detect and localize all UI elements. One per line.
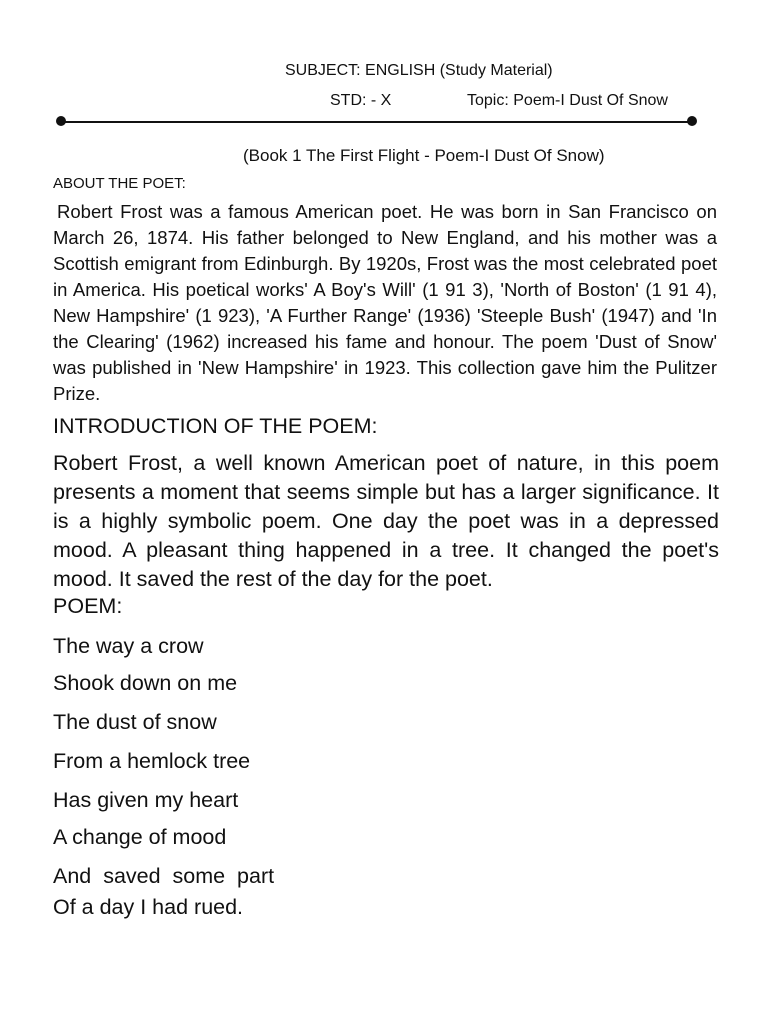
topic-label: Topic: Poem-I Dust Of Snow	[467, 92, 668, 109]
about-poet-paragraph: Robert Frost was a famous American poet. He was born in San Francisco on March 26, 1874. His father belonged to New England, and his mother was a Scottish emigrant from Edinburgh. By 1920s, Frost was the most celebrated poet in America. His poetical works' A Boy's Will' (1 91 3), 'North of Boston' (1 91 4), New Hampshire' (1 923), 'A Further Range' (1936) 'Steeple Bush' (1947) and 'In the Clearing' (1962) increased his fame and honour. The poem 'Dust of Snow' was published in 'New Hampshire' in 1923. This collection gave him the Pulitzer Prize.	[53, 201, 717, 404]
rule-end-dot-right	[687, 116, 697, 126]
poem-heading: POEM:	[53, 594, 123, 618]
introduction-heading: INTRODUCTION OF THE POEM:	[53, 414, 378, 438]
poem-line: Shook down on me	[53, 671, 238, 695]
subject-heading: SUBJECT: ENGLISH (Study Material)	[285, 62, 553, 79]
poem-line: Of a day I had rued.	[53, 895, 244, 919]
poem-line: Has given my heart	[53, 788, 239, 812]
book-reference: (Book 1 The First Flight - Poem-I Dust Of Snow)	[243, 146, 605, 165]
poem-line: A change of mood	[53, 825, 227, 849]
poem-line: And saved some part	[53, 864, 275, 888]
poem-line: The way a crow	[53, 634, 204, 658]
poem-line: The dust of snow	[53, 710, 217, 734]
header-divider	[62, 121, 692, 123]
std-label: STD: - X	[330, 92, 392, 109]
poem-line: From a hemlock tree	[53, 749, 251, 773]
introduction-paragraph: Robert Frost, a well known American poet of nature, in this poem presents a moment that seems simple but has a larger significance. It is a highly symbolic poem. One day the poet was in a depressed mood. A pleasant thing happened in a tree. It changed the poet's mood. It saved the rest of the day for the poet.	[53, 451, 719, 591]
about-poet-heading: ABOUT THE POET:	[53, 175, 186, 192]
